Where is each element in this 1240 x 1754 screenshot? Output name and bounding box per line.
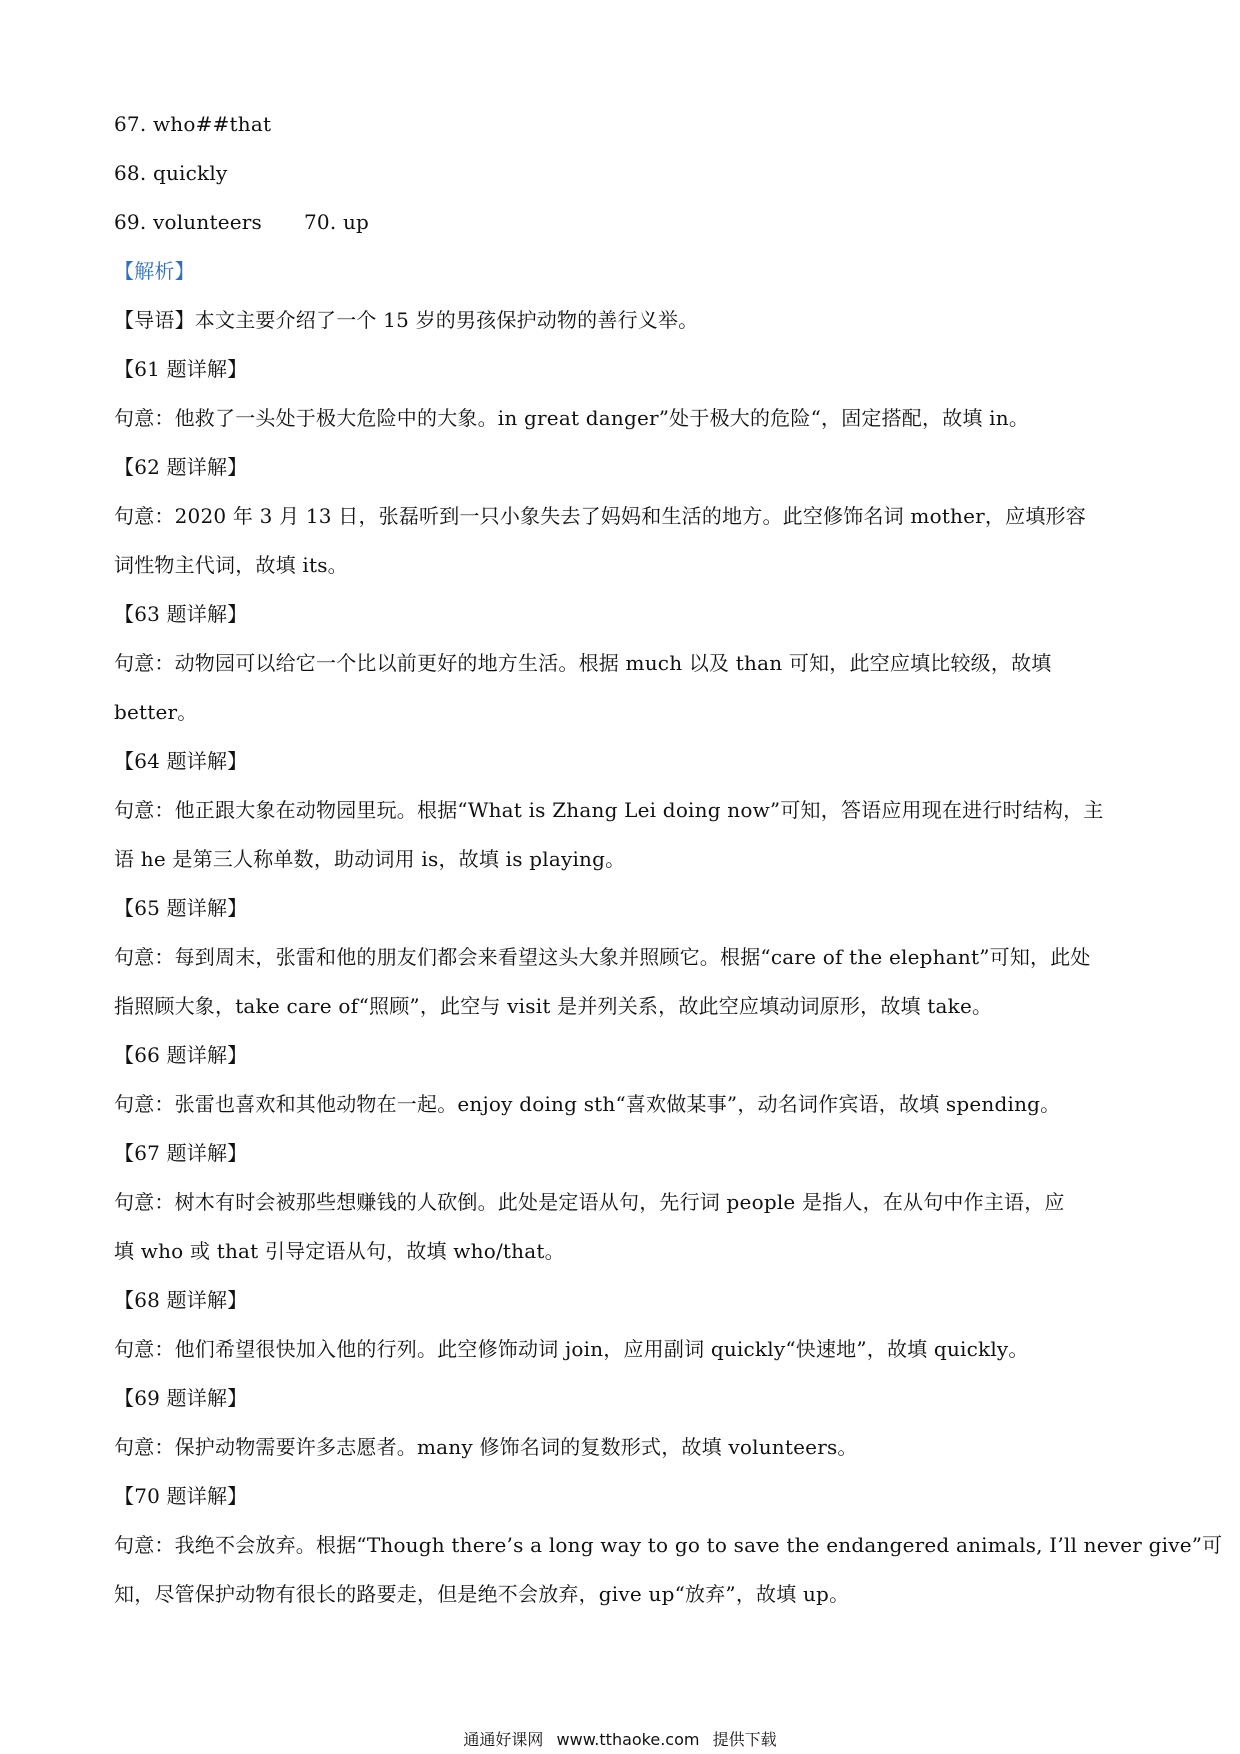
footer-url: www.tthaoke.com (556, 1730, 700, 1749)
explanation-list (114, 345, 1223, 1619)
answer-68: 68. quickly (114, 161, 228, 185)
intro-paragraph: 【导语】本文主要介绍了一个 15 岁的男孩保护动物的善行义举。 (114, 308, 699, 332)
explanation-heading: 【68 题详解】 (114, 1288, 248, 1312)
answer-row-69-70 (114, 198, 1134, 247)
explanation-text-line: 句意：每到周末，张雷和他的朋友们都会来看望这头大象并照顾它。根据“care of the elephant”可知，此处 (114, 945, 1091, 969)
explanation-heading: 【65 题详解】 (114, 896, 248, 920)
explanation-text-line: 句意：2020 年 3 月 13 日，张磊听到一只小象失去了妈妈和生活的地方。此空修饰名词 mother，应填形容 (114, 504, 1086, 528)
footer-site-name: 通通好课网 (463, 1730, 544, 1749)
explanation-text-line: 语 he 是第三人称单数，助动词用 is，故填 is playing。 (114, 847, 626, 871)
explanation-block (114, 345, 1134, 443)
explanation-text-line: 知，尽管保护动物有很长的路要走，但是绝不会放弃，give up“放弃”，故填 up。 (114, 1582, 850, 1606)
footer-suffix: 提供下载 (712, 1730, 777, 1749)
explanation-text-line: 句意：树木有时会被那些想赚钱的人砍倒。此处是定语从句，先行词 people 是指人，在从句中作主语，应 (114, 1190, 1065, 1214)
explanation-block (114, 1374, 1134, 1472)
explanation-heading: 【67 题详解】 (114, 1141, 248, 1165)
page-footer (0, 1727, 1240, 1750)
document-body (114, 100, 1223, 1619)
answer-69: 69. volunteers (114, 210, 262, 234)
explanation-block (114, 590, 1134, 737)
analysis-label: 【解析】 (114, 259, 195, 283)
explanation-heading: 【61 题详解】 (114, 357, 248, 381)
explanation-text-line: 句意：张雷也喜欢和其他动物在一起。enjoy doing sth“喜欢做某事”，动名词作宾语，故填 spending。 (114, 1092, 1061, 1116)
explanation-block (114, 1276, 1134, 1374)
explanation-text-line: 指照顾大象，take care of“照顾”，此空与 visit 是并列关系，故此空应填动词原形，故填 take。 (114, 994, 993, 1018)
explanation-block (114, 884, 1134, 1031)
explanation-heading: 【63 题详解】 (114, 602, 248, 626)
explanation-block (114, 1129, 1134, 1276)
explanation-text-line: 句意：我绝不会放弃。根据“Though there’s a long way to go to save the endangered animals, I’ll never give”可 (114, 1533, 1223, 1557)
explanation-block (114, 737, 1134, 884)
explanation-block (114, 1472, 1223, 1619)
answer-70: 70. up (304, 210, 370, 234)
explanation-text-line: 词性物主代词，故填 its。 (114, 553, 348, 577)
explanation-block (114, 1031, 1134, 1129)
explanation-text-line: better。 (114, 700, 198, 724)
explanation-heading: 【70 题详解】 (114, 1484, 248, 1508)
explanation-text-line: 句意：保护动物需要许多志愿者。many 修饰名词的复数形式，故填 volunteers。 (114, 1435, 858, 1459)
explanation-text-line: 句意：他正跟大象在动物园里玩。根据“What is Zhang Lei doing now”可知，答语应用现在进行时结构，主 (114, 798, 1104, 822)
explanation-text-line: 句意：他们希望很快加入他的行列。此空修饰动词 join，应用副词 quickly“快速地”，故填 quickly。 (114, 1337, 1029, 1361)
explanation-block (114, 443, 1134, 590)
explanation-heading: 【62 题详解】 (114, 455, 248, 479)
explanation-heading: 【64 题详解】 (114, 749, 248, 773)
explanation-text-line: 句意：动物园可以给它一个比以前更好的地方生活。根据 much 以及 than 可知，此空应填比较级，故填 (114, 651, 1052, 675)
explanation-heading: 【66 题详解】 (114, 1043, 248, 1067)
explanation-heading: 【69 题详解】 (114, 1386, 248, 1410)
explanation-text-line: 句意：他救了一头处于极大危险中的大象。in great danger”处于极大的危险“，固定搭配，故填 in。 (114, 406, 1030, 430)
answer-67: 67. who##that (114, 112, 272, 136)
explanation-text-line: 填 who 或 that 引导定语从句，故填 who/that。 (114, 1239, 565, 1263)
